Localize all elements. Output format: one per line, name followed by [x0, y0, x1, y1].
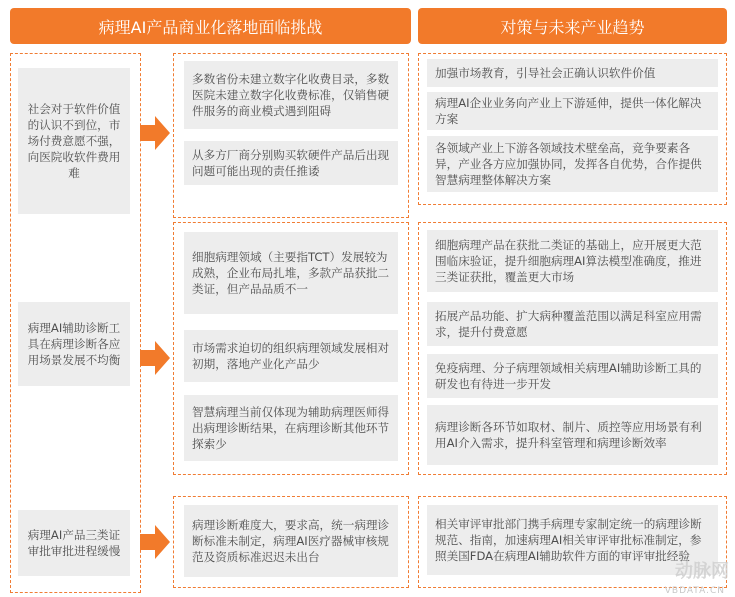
strategy-text-2-1: 细胞病理产品在获批二类证的基础上，应开展更大范围临床验证，提升细胞病理AI算法模型准确度，推进三类证获批，覆盖更大市场	[435, 238, 702, 284]
header-strategies	[418, 8, 727, 44]
arrow-right-icon	[140, 116, 170, 150]
strategy-text-1-3: 各领域产业上下游各领域技术壁垒高，竞争要素各异，产业各方应加强协同，发挥各自优势，合作提供智慧病理整体解决方案	[435, 141, 702, 187]
challenge-text-3: 病理AI产品三类证审批审批进程缓慢	[27, 528, 121, 558]
detail-box-3-1	[184, 505, 398, 577]
detail-text-2-3: 智慧病理当前仅体现为辅助病理医师得出病理诊断结果，在病理诊断其他环节探索少	[192, 405, 390, 451]
detail-text-2-1: 细胞病理领域（主要指TCT）发展较为成熟，企业布局扎堆，多款产品获批二类证，但产品品质不一	[192, 250, 390, 296]
strategy-box-1-1	[427, 59, 718, 87]
strategy-box-2-3	[427, 354, 718, 398]
strategy-box-1-3	[427, 136, 718, 192]
challenge-text-1: 社会对于软件价值的认识不到位，市场付费意愿不强，向医院收软件费用难	[27, 102, 121, 180]
watermark-logo: 动脉网	[675, 561, 729, 582]
detail-box-1-2	[184, 141, 398, 185]
strategy-box-2-4	[427, 405, 718, 465]
detail-box-2-2	[184, 330, 398, 382]
detail-box-2-3	[184, 395, 398, 461]
strategy-text-2-2: 拓展产品功能、扩大病种覆盖范围以满足科室应用需求，提升付费意愿	[435, 309, 702, 339]
strategy-text-3-1: 相关审评审批部门携手病理专家制定统一的病理诊断规范、指南，加速病理AI相关审评审批标准制定，参照美国FDA在病理AI辅助软件方面的审评审批经验	[435, 517, 702, 563]
strategy-box-1-2	[427, 92, 718, 130]
header-challenges-title: 病理AI产品商业化落地面临挑战	[98, 17, 323, 37]
detail-text-2-2: 市场需求迫切的组织病理领域发展相对初期，落地产业化产品少	[192, 341, 390, 371]
strategy-text-1-2: 病理AI企业业务向产业上下游延伸，提供一体化解决方案	[435, 96, 702, 126]
header-challenges	[10, 8, 411, 44]
challenge-box-1	[18, 68, 130, 214]
strategy-text-1-1: 加强市场教育，引导社会正确认识软件价值	[435, 66, 656, 80]
strategy-box-2-1	[427, 230, 718, 292]
strategy-text-2-4: 病理诊断各环节如取材、制片、质控等应用场景有利用AI介入需求，提升科室管理和病理诊断效率	[435, 420, 702, 450]
detail-box-1-1	[184, 61, 398, 129]
arrow-right-icon	[140, 525, 170, 559]
arrow-right-icon	[140, 341, 170, 375]
watermark-url: VBDATA.CN	[664, 586, 725, 596]
detail-text-1-2: 从多方厂商分别购买软硬件产品后出现问题可能出现的责任推诿	[192, 148, 390, 178]
detail-text-3-1: 病理诊断难度大，要求高，统一病理诊断标准未制定，病理AI医疗器械审核规范及资质标准迟迟未出台	[192, 518, 390, 564]
detail-text-1-1: 多数省份未建立数字化收费目录，多数医院未建立数字化收费标准，仅销售硬件服务的商业模式遇到阻碍	[192, 72, 390, 118]
strategy-box-2-2	[427, 302, 718, 346]
header-strategies-title: 对策与未来产业趋势	[500, 17, 645, 37]
detail-box-2-1	[184, 232, 398, 314]
challenge-text-2: 病理AI辅助诊断工具在病理诊断各应用场景发展不均衡	[27, 321, 121, 367]
challenge-box-2	[18, 302, 130, 386]
challenge-box-3	[18, 510, 130, 576]
strategy-text-2-3: 免疫病理、分子病理领域相关病理AI辅助诊断工具的研发也有待进一步开发	[435, 361, 702, 391]
